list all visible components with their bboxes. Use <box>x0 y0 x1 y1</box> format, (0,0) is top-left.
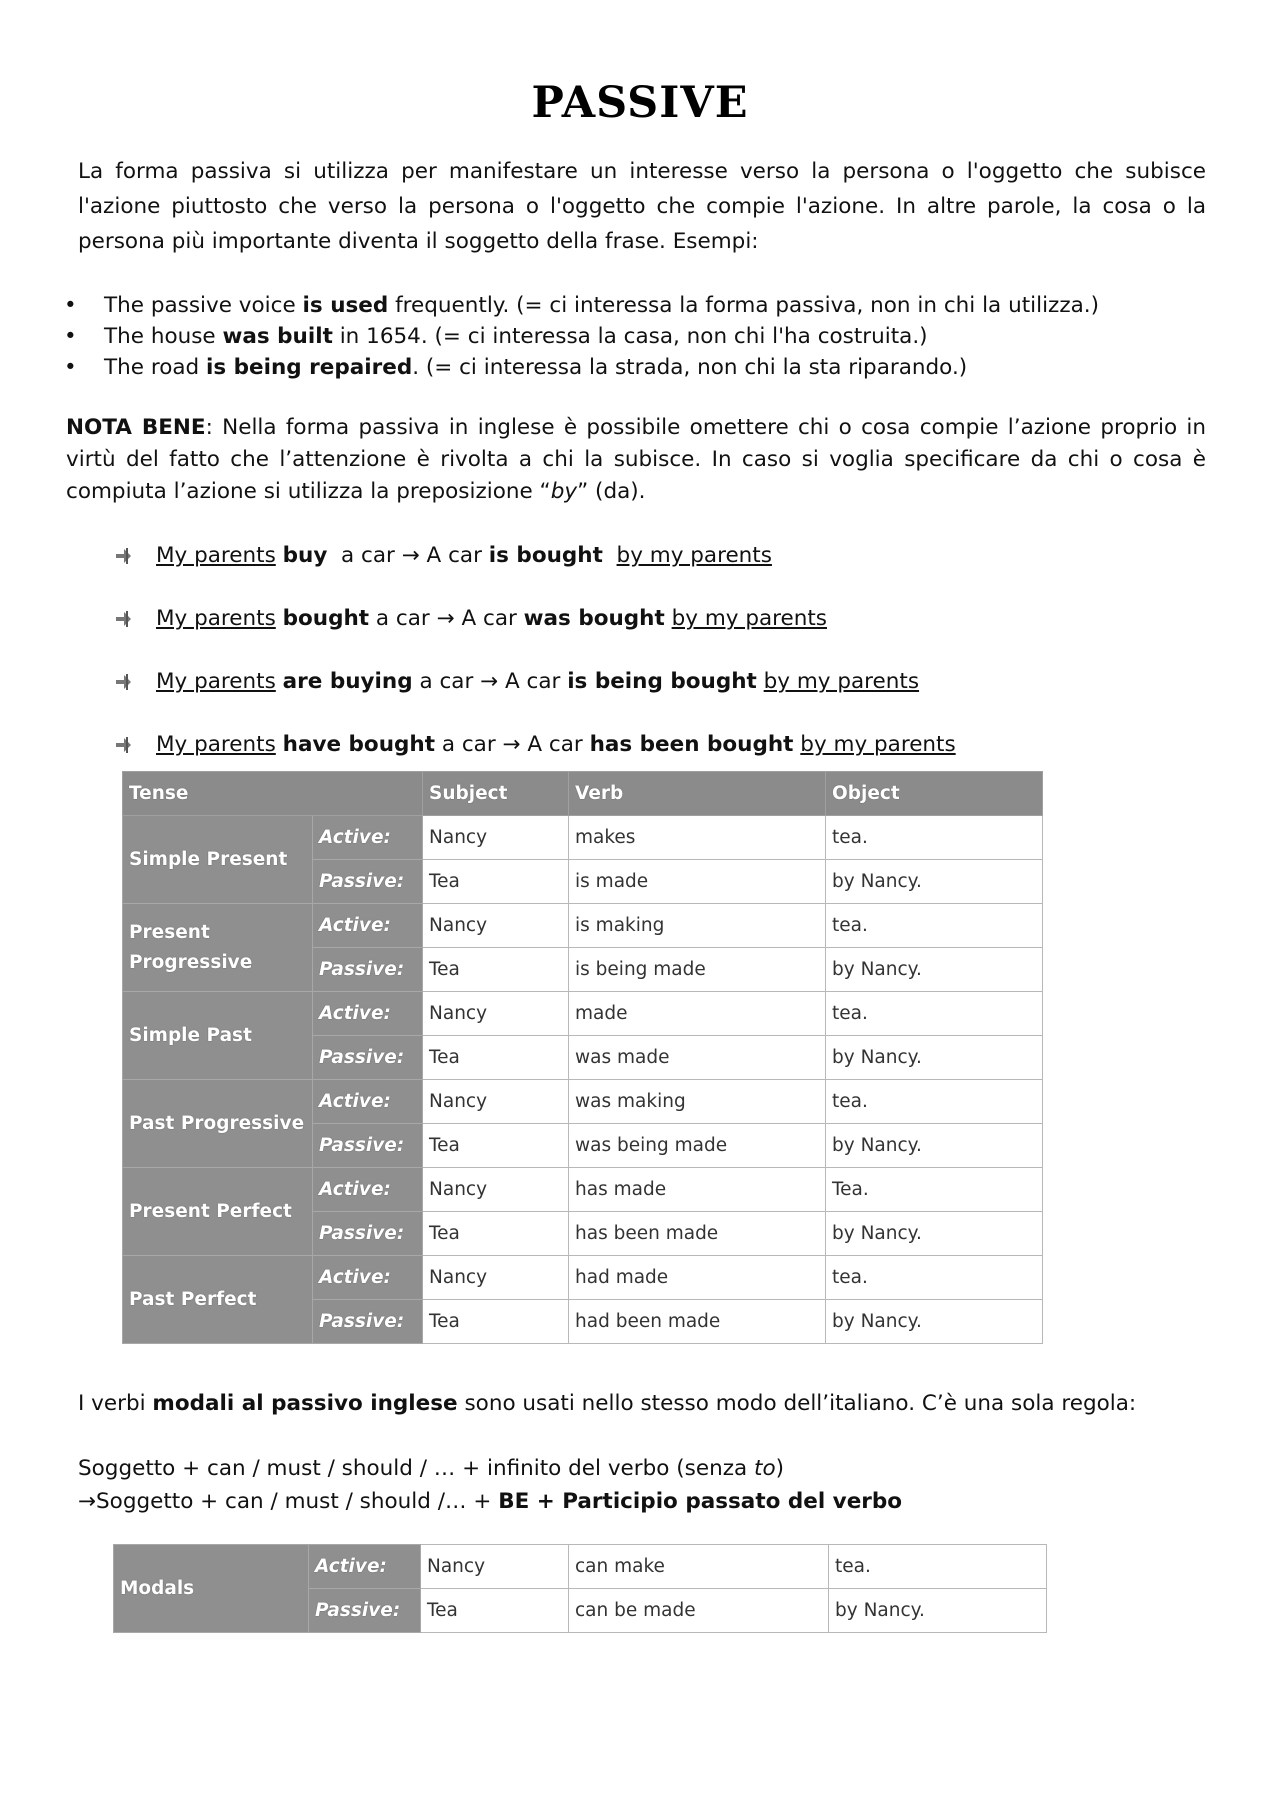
list-item: My parents are buying a car → A car is being bought by my parents <box>114 666 1114 729</box>
subject-cell: Tea <box>423 1036 569 1080</box>
subject-cell: Tea <box>423 1300 569 1344</box>
verb-cell: makes <box>569 816 826 860</box>
active-label: Active: <box>313 1256 423 1300</box>
object-cell: tea. <box>826 904 1043 948</box>
verb-cell: made <box>569 992 826 1036</box>
verb-cell: is making <box>569 904 826 948</box>
parents-example-list <box>114 540 1114 792</box>
table-row <box>123 904 1043 948</box>
object-cell: by Nancy. <box>829 1589 1047 1633</box>
header-verb: Verb <box>569 772 826 816</box>
subject-cell: Nancy <box>421 1545 569 1589</box>
verb-cell: can be made <box>569 1589 829 1633</box>
header-object: Object <box>826 772 1043 816</box>
object-cell: Tea. <box>826 1168 1043 1212</box>
passive-label: Passive: <box>313 1300 423 1344</box>
table-header-row <box>123 772 1043 816</box>
tense-cell: Modals <box>114 1545 309 1633</box>
subject-cell: Tea <box>423 860 569 904</box>
subject-cell: Tea <box>423 1212 569 1256</box>
object-cell: tea. <box>826 992 1043 1036</box>
object-cell: by Nancy. <box>826 1212 1043 1256</box>
tense-cell: Past Progressive <box>123 1080 313 1168</box>
modals-table <box>113 1544 1047 1633</box>
header-subject: Subject <box>423 772 569 816</box>
passive-label: Passive: <box>313 1212 423 1256</box>
modal-rule: Soggetto + can / must / should / … + infinito del verbo (senza to) →Soggetto + can / must / should /… + BE + Participio passato del verbo <box>78 1456 903 1514</box>
object-cell: tea. <box>829 1545 1047 1589</box>
active-label: Active: <box>313 904 423 948</box>
list-item: • The passive voice is used frequently. (= ci interessa la forma passiva, non in chi la utilizza.) <box>60 290 1220 321</box>
verb-cell: can make <box>569 1545 829 1589</box>
subject-cell: Nancy <box>423 904 569 948</box>
table-row <box>123 1168 1043 1212</box>
arrow-bullet-icon <box>114 735 140 755</box>
tense-cell: Simple Present <box>123 816 313 904</box>
object-cell: by Nancy. <box>826 1124 1043 1168</box>
list-item: My parents bought a car → A car was bought by my parents <box>114 603 1114 666</box>
object-cell: by Nancy. <box>826 1300 1043 1344</box>
page-title: PASSIVE <box>531 78 749 128</box>
table-row <box>123 1256 1043 1300</box>
active-label: Active: <box>313 992 423 1036</box>
subject-cell: Nancy <box>423 1080 569 1124</box>
tense-cell: Past Perfect <box>123 1256 313 1344</box>
object-cell: by Nancy. <box>826 948 1043 992</box>
verb-cell: is made <box>569 860 826 904</box>
list-item: • The house was built in 1654. (= ci interessa la casa, non chi l'ha costruita.) <box>60 321 1220 352</box>
verb-cell: is being made <box>569 948 826 992</box>
tense-cell: Simple Past <box>123 992 313 1080</box>
table-row <box>123 1080 1043 1124</box>
active-label: Active: <box>309 1545 421 1589</box>
tense-table <box>122 771 1043 1344</box>
table-row <box>114 1545 1047 1589</box>
object-cell: by Nancy. <box>826 860 1043 904</box>
nota-bene-label: NOTA BENE <box>66 415 206 440</box>
table-row <box>123 992 1043 1036</box>
list-item: My parents buy a car → A car is bought by my parents <box>114 540 1114 603</box>
subject-cell: Nancy <box>423 992 569 1036</box>
object-cell: tea. <box>826 1080 1043 1124</box>
object-cell: tea. <box>826 1256 1043 1300</box>
subject-cell: Nancy <box>423 1168 569 1212</box>
passive-label: Passive: <box>309 1589 421 1633</box>
header-tense: Tense <box>123 772 423 816</box>
active-label: Active: <box>313 1168 423 1212</box>
bullet-icon: • <box>64 355 77 380</box>
table-row <box>123 816 1043 860</box>
verb-cell: was being made <box>569 1124 826 1168</box>
tense-cell: Present Perfect <box>123 1168 313 1256</box>
verb-cell: has made <box>569 1168 826 1212</box>
subject-cell: Tea <box>423 1124 569 1168</box>
object-cell: tea. <box>826 816 1043 860</box>
verb-cell: had been made <box>569 1300 826 1344</box>
subject-cell: Tea <box>423 948 569 992</box>
nota-bene-paragraph: NOTA BENE: Nella forma passiva in inglese è possibile omettere chi o cosa compie l’azione proprio in virtù del fatto che l’attenzione è rivolta a chi la subisce. In caso si voglia specificare da chi o cosa è compiuta l’azione si utilizza la preposizione “by” (da). <box>66 415 1206 504</box>
modals-paragraph: I verbi modali al passivo inglese sono usati nello stesso modo dell’italiano. C’è una sola regola: <box>78 1391 1137 1416</box>
passive-label: Passive: <box>313 860 423 904</box>
passive-label: Passive: <box>313 1124 423 1168</box>
list-item: • The road is being repaired. (= ci interessa la strada, non chi la sta riparando.) <box>60 352 1220 383</box>
verb-cell: was made <box>569 1036 826 1080</box>
arrow-bullet-icon <box>114 609 140 629</box>
list-item: My parents have bought a car → A car has been bought by my parents <box>114 729 1114 792</box>
object-cell: by Nancy. <box>826 1036 1043 1080</box>
verb-cell: had made <box>569 1256 826 1300</box>
passive-label: Passive: <box>313 1036 423 1080</box>
passive-label: Passive: <box>313 948 423 992</box>
arrow-bullet-icon <box>114 672 140 692</box>
bullet-icon: • <box>64 293 77 318</box>
subject-cell: Nancy <box>423 1256 569 1300</box>
verb-cell: was making <box>569 1080 826 1124</box>
example-list <box>60 290 1220 383</box>
verb-cell: has been made <box>569 1212 826 1256</box>
active-label: Active: <box>313 1080 423 1124</box>
active-label: Active: <box>313 816 423 860</box>
subject-cell: Nancy <box>423 816 569 860</box>
bullet-icon: • <box>64 324 77 349</box>
tense-cell: Present Progressive <box>123 904 313 992</box>
subject-cell: Tea <box>421 1589 569 1633</box>
arrow-bullet-icon <box>114 546 140 566</box>
intro-paragraph: La forma passiva si utilizza per manifestare un interesse verso la persona o l'oggetto che subisce l'azione piuttosto che verso la persona o l'oggetto che compie l'azione. In altre parole, la cosa o la persona più importante diventa il soggetto della frase. Esempi: <box>78 159 1206 254</box>
